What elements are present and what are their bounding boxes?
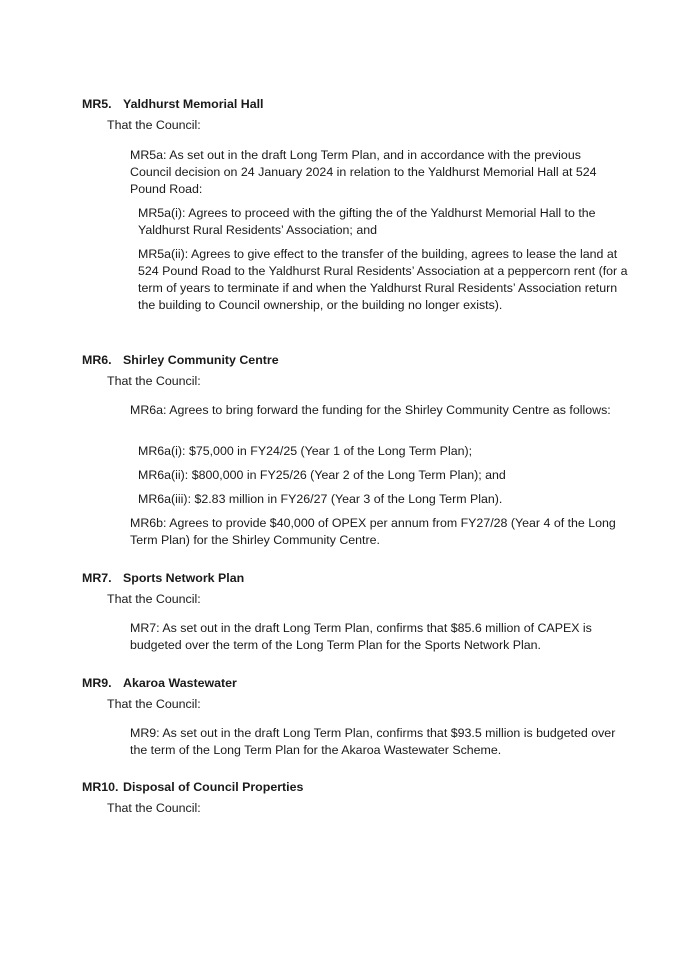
section-number: MR5. (82, 97, 112, 111)
section-heading-mr7 (82, 570, 244, 587)
section-number: MR10. (82, 780, 119, 794)
resolution-paragraph: MR7: As set out in the draft Long Term Plan, confirms that $85.6 million of CAPEX is budgeted over the term of the Long Term Plan for the Sports Network Plan. (130, 621, 592, 652)
resolution-subparagraph: MR5a(ii): Agrees to give effect to the transfer of the building, agrees to lease the land at 524 Pound Road to the Yaldhurst Rural Residents’ Association at a peppercorn rent (for a term of years to terminate if and when the Yaldhurst Rural Residents’ Association return the building to Council ownership, or the building no longer exists). (138, 247, 628, 312)
section-title: Akaroa Wastewater (123, 676, 237, 690)
section-number: MR7. (82, 571, 112, 585)
resolution-paragraph: MR5a: As set out in the draft Long Term Plan, and in accordance with the previous Council decision on 24 January 2024 in relation to the Yaldhurst Memorial Hall at 524 Pound Road: (130, 148, 597, 196)
section-number: MR9. (82, 676, 112, 690)
section-heading-mr5 (82, 96, 263, 113)
resolution-paragraph: MR6a: Agrees to bring forward the funding for the Shirley Community Centre as follows: (130, 403, 611, 417)
section-heading-mr10 (82, 779, 303, 796)
section-title: Shirley Community Centre (123, 353, 279, 367)
resolution-subparagraph: MR6a(i): $75,000 in FY24/25 (Year 1 of the Long Term Plan); (138, 444, 473, 458)
section-intro: That the Council: (107, 697, 201, 711)
resolution-subparagraph: MR6a(iii): $2.83 million in FY26/27 (Year 3 of the Long Term Plan). (138, 492, 503, 506)
resolution-subparagraph: MR6a(ii): $800,000 in FY25/26 (Year 2 of the Long Term Plan); and (138, 468, 506, 482)
section-intro: That the Council: (107, 374, 201, 388)
resolution-paragraph: MR9: As set out in the draft Long Term Plan, confirms that $93.5 million is budgeted over the term of the Long Term Plan for the Akaroa Wastewater Scheme. (130, 726, 616, 757)
section-intro: That the Council: (107, 592, 201, 606)
section-number: MR6. (82, 353, 112, 367)
section-intro: That the Council: (107, 118, 201, 132)
resolution-subparagraph: MR5a(i): Agrees to proceed with the gifting the of the Yaldhurst Memorial Hall to the Yaldhurst Rural Residents’ Association; and (138, 206, 596, 237)
section-intro: That the Council: (107, 801, 201, 815)
section-title: Disposal of Council Properties (123, 780, 304, 794)
resolution-paragraph: MR6b: Agrees to provide $40,000 of OPEX per annum from FY27/28 (Year 4 of the Long Term Plan) for the Shirley Community Centre. (130, 516, 616, 547)
section-title: Yaldhurst Memorial Hall (123, 97, 264, 111)
section-title: Sports Network Plan (123, 571, 245, 585)
section-heading-mr6 (82, 352, 279, 369)
section-heading-mr9 (82, 675, 237, 692)
